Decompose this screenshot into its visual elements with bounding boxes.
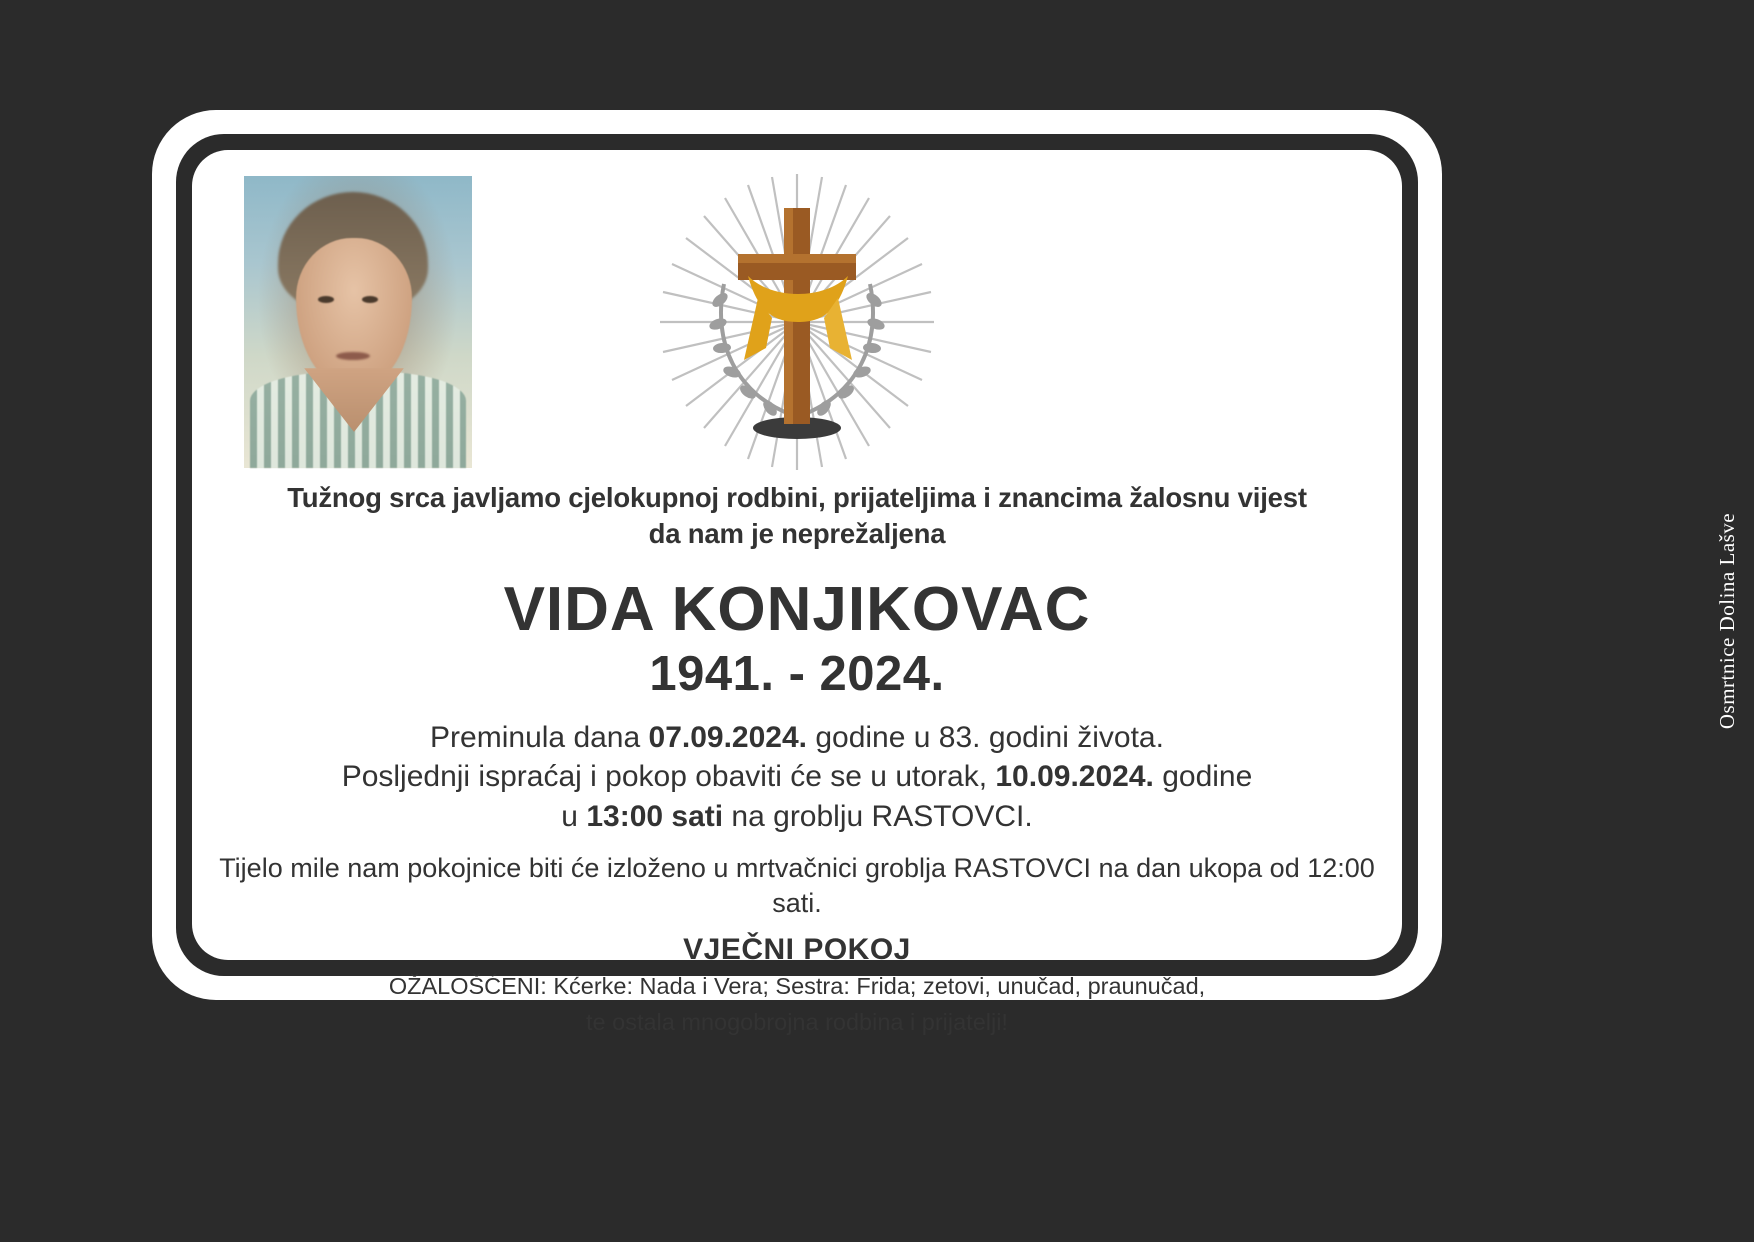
detail-line-2-post: godine [1153, 760, 1253, 794]
portrait-photo [244, 176, 472, 468]
detail-line-3 [212, 797, 1382, 837]
closing-blessing: VJEČNI POKOJ [683, 933, 911, 967]
funeral-details [212, 718, 1382, 838]
obituary-card [192, 150, 1402, 1036]
detail-line-2 [212, 757, 1382, 797]
detail-line-1-post: godine u 83. godini života. [807, 720, 1164, 754]
detail-line-3-time: 13:00 sati [586, 800, 724, 834]
detail-line-3-post: na groblju RASTOVCI. [723, 800, 1033, 834]
deceased-name: VIDA KONJIKOVAC [503, 574, 1091, 644]
photo-mouth [336, 352, 370, 360]
obituary-frame [152, 110, 1442, 1036]
cross-emblem-icon [632, 172, 962, 472]
detail-line-1 [212, 718, 1382, 758]
photo-eye-left [318, 296, 334, 303]
lead-line-2: da nam je neprežaljena [648, 518, 946, 550]
frame-black-band [176, 134, 1418, 1036]
photo-face [296, 238, 412, 388]
mourners-line-1: OŽALOŠĆENI: Kćerke: Nada i Vera; Sestra: Frida; zetovi, unučad, praunučad, [388, 973, 1206, 1000]
detail-line-2-pre: Posljednji ispraćaj i pokop obaviti će se u utorak, [341, 760, 996, 794]
viewing-info: Tijelo mile nam pokojnice biti će izloženo u mrtvačnici groblja RASTOVCI na dan ukopa od 12:00 sati. [219, 853, 1375, 919]
mourners-line-2: te ostala mnogobrojna rodbina i prijatelji! [586, 1009, 1008, 1036]
detail-line-3-pre: u [561, 800, 587, 834]
lead-line-1: Tužnog srca javljamo cjelokupnoj rodbini, prijateljima i znancima žalosnu vijest [287, 482, 1307, 513]
detail-line-1-date: 07.09.2024. [648, 720, 807, 754]
obituary-text-block [212, 480, 1382, 1039]
detail-line-1-pre: Preminula dana [430, 720, 649, 754]
side-credit: Osmrtnice Dolina Lašve [1715, 512, 1739, 730]
photo-eye-right [362, 296, 378, 303]
detail-line-2-date: 10.09.2024. [995, 760, 1154, 794]
deceased-years: 1941. - 2024. [649, 646, 945, 701]
